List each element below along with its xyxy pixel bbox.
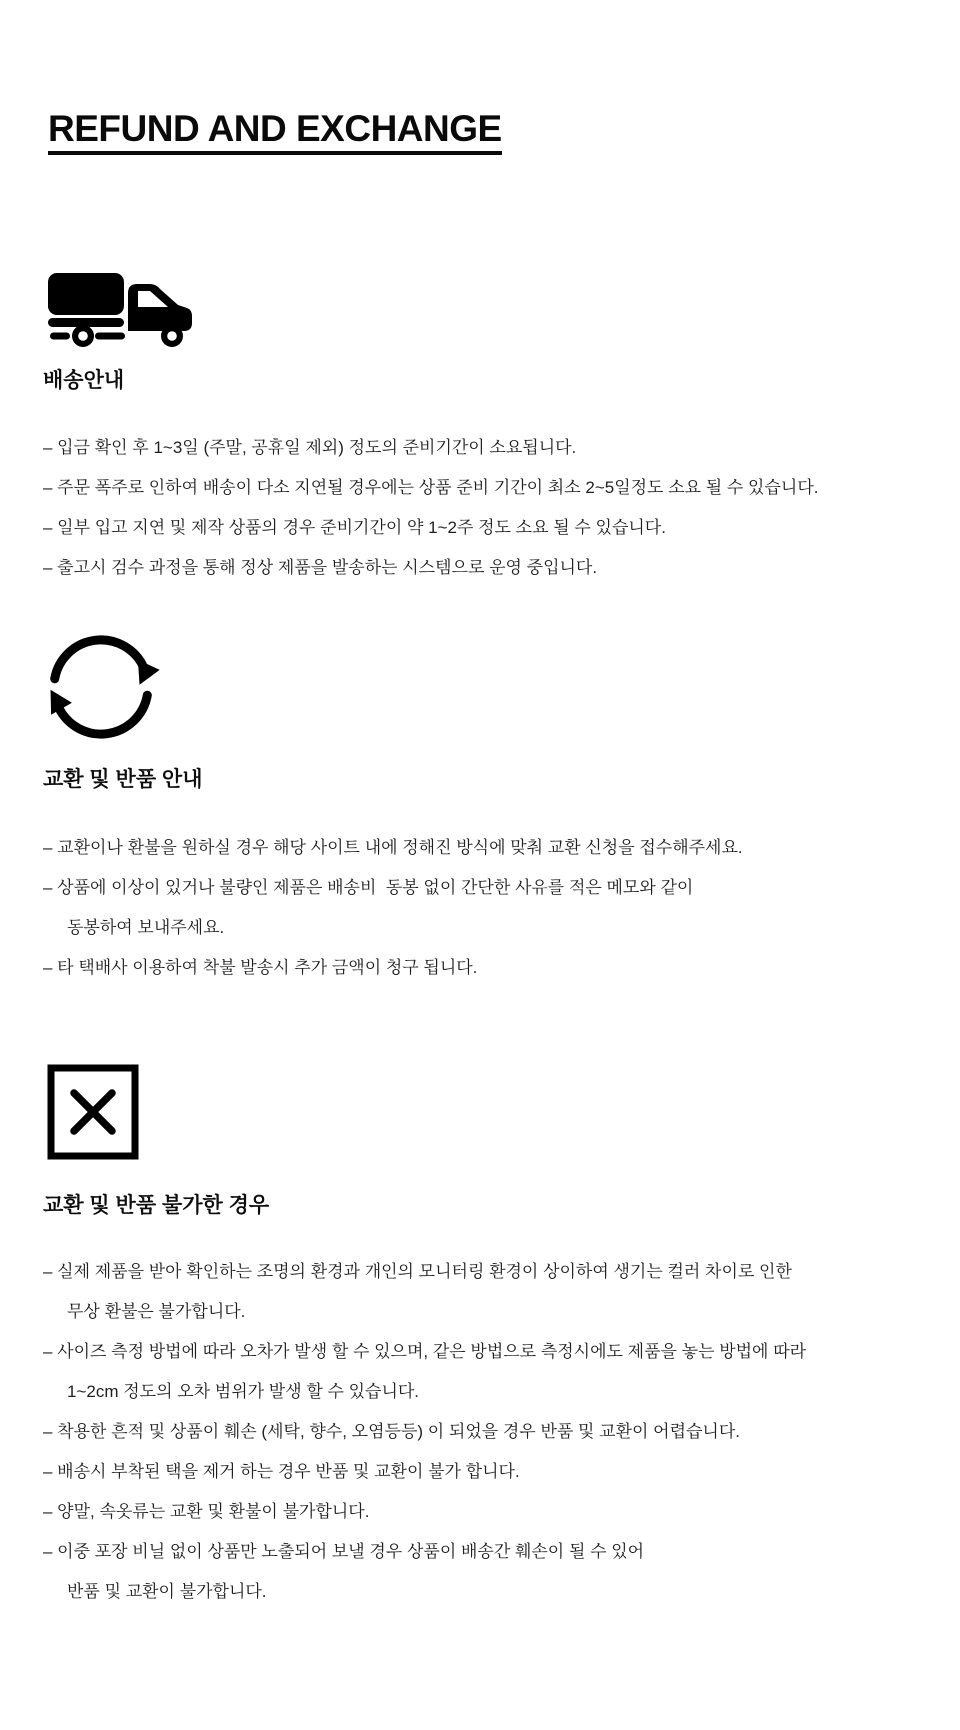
policy-line: – 실제 제품을 받아 확인하는 조명의 환경과 개인의 모니터링 환경이 상이하여 생기는 컬러 차이로 인한 xyxy=(43,1262,792,1281)
truck-icon xyxy=(46,271,198,349)
policy-line-continued: 무상 환불은 불가합니다. xyxy=(67,1302,246,1321)
policy-line-continued: 반품 및 교환이 불가합니다. xyxy=(67,1582,267,1601)
page-title: REFUND AND EXCHANGE xyxy=(48,110,502,155)
policy-line: – 교환이나 환불을 원하실 경우 해당 사이트 내에 정해진 방식에 맞춰 교환 신청을 접수해주세요. xyxy=(43,838,743,857)
policy-line-continued: 1~2cm 정도의 오차 범위가 발생 할 수 있습니다. xyxy=(67,1382,420,1401)
exchange-policy-list xyxy=(43,828,743,988)
policy-line: – 출고시 검수 과정을 통해 정상 제품을 발송하는 시스템으로 운영 중입니다. xyxy=(43,558,598,577)
section-heading-no-exchange: 교환 및 반품 불가한 경우 xyxy=(43,1194,270,1217)
policy-line: – 이중 포장 비닐 없이 상품만 노출되어 보낼 경우 상품이 배송간 훼손이 될 수 있어 xyxy=(43,1542,645,1561)
policy-line: – 사이즈 측정 방법에 따라 오차가 발생 할 수 있으며, 같은 방법으로 측정시에도 제품을 놓는 방법에 따라 xyxy=(43,1342,807,1361)
exchange-arrows-icon xyxy=(44,624,162,750)
policy-line: – 일부 입고 지연 및 제작 상품의 경우 준비기간이 약 1~2주 정도 소요 될 수 있습니다. xyxy=(43,518,666,537)
policy-line: – 입금 확인 후 1~3일 (주말, 공휴일 제외) 정도의 준비기간이 소요됩니다. xyxy=(43,438,577,457)
policy-line: – 상품에 이상이 있거나 불량인 제품은 배송비 동봉 없이 간단한 사유를 적은 메모와 같이 xyxy=(43,878,694,897)
policy-line: – 주문 폭주로 인하여 배송이 다소 지연될 경우에는 상품 준비 기간이 최소 2~5일정도 소요 될 수 있습니다. xyxy=(43,478,819,497)
section-heading-exchange: 교환 및 반품 안내 xyxy=(43,768,203,791)
no-exchange-policy-list xyxy=(43,1252,806,1612)
policy-line: – 타 택배사 이용하여 착불 발송시 추가 금액이 청구 됩니다. xyxy=(43,958,478,977)
no-exchange-icon xyxy=(47,1064,139,1160)
policy-line: – 양말, 속옷류는 교환 및 환불이 불가합니다. xyxy=(43,1502,370,1521)
policy-line: – 착용한 흔적 및 상품이 훼손 (세탁, 향수, 오염등등) 이 되었을 경우 반품 및 교환이 어렵습니다. xyxy=(43,1422,740,1441)
section-heading-shipping: 배송안내 xyxy=(43,369,125,392)
shipping-policy-list xyxy=(43,428,818,588)
policy-line: – 배송시 부착된 택을 제거 하는 경우 반품 및 교환이 불가 합니다. xyxy=(43,1462,520,1481)
policy-line-continued: 동봉하여 보내주세요. xyxy=(67,918,225,937)
